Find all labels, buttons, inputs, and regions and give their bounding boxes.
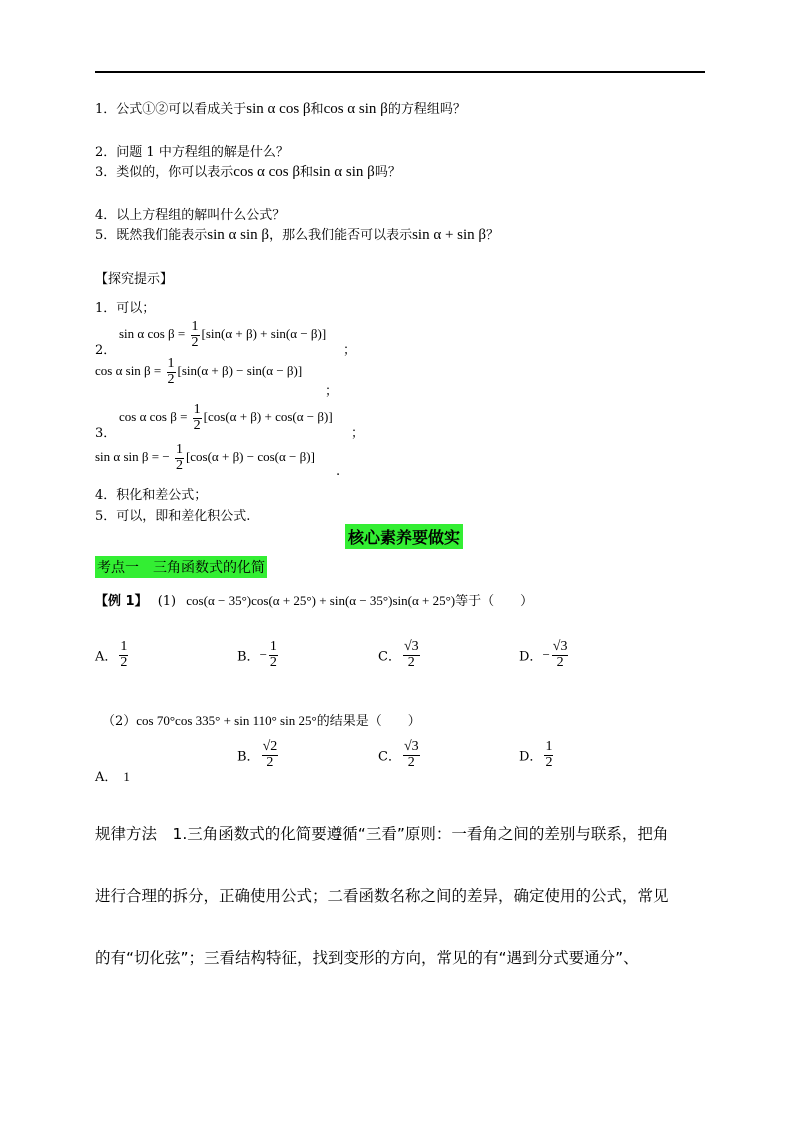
option-a[interactable] xyxy=(95,640,130,670)
denominator: 2 xyxy=(120,654,128,670)
denominator: 2 xyxy=(191,334,199,350)
numerator: 1 xyxy=(193,402,201,417)
fraction xyxy=(262,740,279,770)
fraction xyxy=(167,357,176,387)
option-letter: C． xyxy=(378,749,401,765)
option-b[interactable] xyxy=(237,640,280,670)
formula-rhs: [cos(α + β) + cos(α − β)] xyxy=(203,409,333,425)
question-text: 吗？ xyxy=(374,165,401,180)
question-text: 的结果是（ ） xyxy=(316,714,421,729)
question-4 xyxy=(95,204,285,223)
question-text: 公式①②可以看成关于 xyxy=(116,102,247,117)
example-1-part-2 xyxy=(102,710,421,729)
numerator: 1 xyxy=(167,356,175,371)
method-line-1: 规律方法 1.三角函数式的化简要遵循“三看”原则：一看角之间的差别与联系，把角 xyxy=(95,825,669,843)
minus-sign: − xyxy=(259,647,267,663)
fraction xyxy=(193,403,202,433)
option-d[interactable] xyxy=(519,740,555,770)
formula-3 xyxy=(119,403,333,433)
method-line-2: 进行合理的拆分，正确使用公式；二看函数名称之间的差异，确定使用的公式，常见 xyxy=(95,887,669,905)
numerator: √2 xyxy=(262,739,278,754)
formula-rhs: [cos(α + β) − cos(α − β)] xyxy=(185,449,315,465)
denominator: 2 xyxy=(193,417,201,433)
question-5 xyxy=(95,224,499,244)
option-b[interactable] xyxy=(237,740,280,770)
semicolon: ； xyxy=(343,343,357,358)
numerator: 1 xyxy=(120,639,128,654)
method-line-3: 的有“切化弦”；三看结构特征，找到变形的方向，常见的有“遇到分式要通分”、 xyxy=(95,949,639,967)
math-expression: sin α sin β xyxy=(313,164,375,180)
option-letter: C． xyxy=(378,649,401,665)
fraction xyxy=(544,740,553,770)
fraction xyxy=(403,640,420,670)
numerator: √3 xyxy=(552,639,568,654)
numerator: √3 xyxy=(403,639,419,654)
math-expression: cos(α − 35°)cos(α + 25°) + sin(α − 35°)sin(α + 25°) xyxy=(186,593,456,608)
denominator: 2 xyxy=(407,754,415,770)
example-label: 【例 1】 xyxy=(95,594,148,609)
question-number: 2． xyxy=(95,145,117,160)
option-c[interactable] xyxy=(378,640,422,670)
formula-lhs: cos α cos β = xyxy=(119,409,188,425)
example-1-part-1 xyxy=(95,590,533,609)
denominator: 2 xyxy=(266,754,274,770)
numerator: 1 xyxy=(175,442,183,457)
topic-banner: 考点一 三角函数式的化简 xyxy=(95,556,267,578)
hint-1: 1．可以； xyxy=(95,301,156,316)
question-text: 和 xyxy=(300,165,314,180)
option-c[interactable] xyxy=(378,740,422,770)
fraction xyxy=(403,740,420,770)
option-value: 1 xyxy=(123,769,130,784)
question-1 xyxy=(95,98,466,118)
math-expression: sin α sin β xyxy=(207,227,270,243)
hint-2-number: 2． xyxy=(95,343,117,358)
fraction xyxy=(552,640,569,670)
denominator: 2 xyxy=(167,371,175,387)
formula-2 xyxy=(95,357,302,387)
question-text: ，那么我们能否可以表示 xyxy=(269,228,413,243)
formula-lhs: cos α sin β = xyxy=(95,363,162,379)
fraction xyxy=(119,640,128,670)
minus-sign: − xyxy=(542,647,550,663)
option-d[interactable] xyxy=(519,640,570,670)
fraction xyxy=(269,640,278,670)
option-letter: D． xyxy=(519,749,543,765)
option-letter: A． xyxy=(95,649,118,665)
question-text: 以上方程组的解叫什么公式？ xyxy=(116,208,286,223)
math-expression: sin α cos β xyxy=(246,101,311,117)
question-text: ？ xyxy=(486,228,500,243)
formula-lhs: sin α cos β = xyxy=(119,326,186,342)
fraction xyxy=(191,320,200,350)
semicolon: ； xyxy=(325,384,339,399)
numerator: √3 xyxy=(403,739,419,754)
option-letter: A． xyxy=(95,770,118,785)
formula-1 xyxy=(119,320,326,350)
header-rule xyxy=(95,71,705,73)
math-expression: sin α + sin β xyxy=(412,227,487,243)
numerator: 1 xyxy=(545,739,553,754)
part-number: （2） xyxy=(102,714,137,729)
question-text: 的方程组吗？ xyxy=(387,102,466,117)
denominator: 2 xyxy=(407,654,415,670)
numerator: 1 xyxy=(191,319,199,334)
period: . xyxy=(336,464,341,479)
option-letter: B． xyxy=(237,749,260,765)
formula-rhs: [sin(α + β) + sin(α − β)] xyxy=(201,326,327,342)
math-expression: cos α cos β xyxy=(233,164,301,180)
fraction xyxy=(175,443,184,473)
denominator: 2 xyxy=(269,654,277,670)
question-number: 5． xyxy=(95,228,117,243)
question-text: 既然我们能表示 xyxy=(116,228,208,243)
option-letter: D． xyxy=(519,649,543,665)
option-a[interactable] xyxy=(95,766,130,785)
math-expression: cos 70°cos 335° + sin 110° sin 25° xyxy=(136,713,317,728)
formula-4 xyxy=(95,443,315,473)
hints-title: 【探究提示】 xyxy=(95,272,174,287)
part-number: (1) xyxy=(157,594,177,609)
question-text: 类似的，你可以表示 xyxy=(116,165,234,180)
math-expression: cos α sin β xyxy=(323,101,388,117)
question-text: 和 xyxy=(310,102,324,117)
question-text: 问题 1 中方程组的解是什么？ xyxy=(116,145,289,160)
option-letter: B． xyxy=(237,649,260,665)
formula-lhs: sin α sin β = − xyxy=(95,449,170,465)
hint-5: 5．可以，即和差化积公式. xyxy=(95,509,251,524)
numerator: 1 xyxy=(269,639,277,654)
hint-3-number: 3． xyxy=(95,426,117,441)
hint-4: 4．积化和差公式； xyxy=(95,488,208,503)
question-number: 1． xyxy=(95,102,117,117)
denominator: 2 xyxy=(545,754,553,770)
semicolon: ； xyxy=(351,426,365,441)
section-heading: 核心素养要做实 xyxy=(345,524,463,549)
denominator: 2 xyxy=(175,457,183,473)
question-number: 4． xyxy=(95,208,117,223)
question-text: 等于（ ） xyxy=(455,594,534,609)
question-3 xyxy=(95,161,401,181)
formula-rhs: [sin(α + β) − sin(α − β)] xyxy=(177,363,303,379)
question-number: 3． xyxy=(95,165,117,180)
denominator: 2 xyxy=(556,654,564,670)
question-2 xyxy=(95,141,289,160)
